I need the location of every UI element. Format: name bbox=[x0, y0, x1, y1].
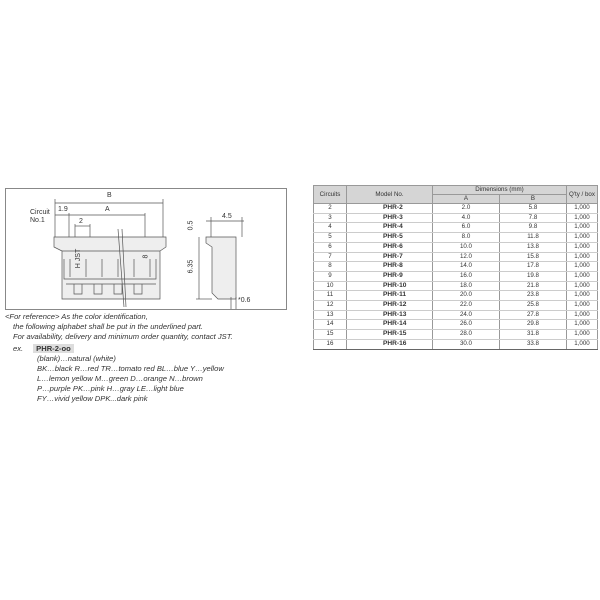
cell-circuits: 8 bbox=[314, 262, 347, 272]
cell-qty: 1,000 bbox=[567, 213, 598, 223]
cell-a: 24.0 bbox=[433, 310, 500, 320]
cell-a: 8.0 bbox=[433, 233, 500, 243]
circuit-label: Circuit bbox=[30, 209, 50, 216]
dim-6-35-label: 6.35 bbox=[187, 259, 195, 274]
cell-circuits: 5 bbox=[314, 233, 347, 243]
table-row bbox=[314, 301, 598, 311]
cell-model: PHR-11 bbox=[347, 291, 433, 301]
table-row bbox=[314, 310, 598, 320]
cell-b: 19.8 bbox=[499, 271, 566, 281]
cell-model: PHR-5 bbox=[347, 233, 433, 243]
cell-a: 12.0 bbox=[433, 252, 500, 262]
cell-circuits: 11 bbox=[314, 291, 347, 301]
reference-line-2: the following alphabet shall be put in the underlined part. bbox=[13, 322, 203, 331]
reference-line-3: For availability, delivery and minimum order quantity, contact JST. bbox=[13, 332, 233, 341]
table-row bbox=[314, 339, 598, 349]
cell-b: 29.8 bbox=[499, 320, 566, 330]
cell-b: 15.8 bbox=[499, 252, 566, 262]
cell-a: 2.0 bbox=[433, 204, 500, 214]
cell-model: PHR-9 bbox=[347, 271, 433, 281]
cell-a: 10.0 bbox=[433, 242, 500, 252]
cell-circuits: 7 bbox=[314, 252, 347, 262]
dim-4-5-label: 4.5 bbox=[222, 213, 232, 220]
dim-a-label: A bbox=[105, 206, 110, 213]
cell-b: 31.8 bbox=[499, 330, 566, 340]
circuit-no1-label: No.1 bbox=[30, 217, 45, 224]
cell-qty: 1,000 bbox=[567, 310, 598, 320]
cell-model: PHR-8 bbox=[347, 262, 433, 272]
cell-circuits: 6 bbox=[314, 242, 347, 252]
cell-qty: 1,000 bbox=[567, 320, 598, 330]
cell-a: 26.0 bbox=[433, 320, 500, 330]
dim-2-label: 2 bbox=[79, 218, 83, 225]
cell-qty: 1,000 bbox=[567, 242, 598, 252]
table-row bbox=[314, 330, 598, 340]
cell-model: PHR-3 bbox=[347, 213, 433, 223]
cell-circuits: 16 bbox=[314, 339, 347, 349]
cell-circuits: 12 bbox=[314, 301, 347, 311]
dim-b-label: B bbox=[107, 192, 112, 199]
cell-circuits: 13 bbox=[314, 310, 347, 320]
color-code-line: L…lemon yellow M…green D…orange N…brown bbox=[37, 374, 203, 383]
cell-circuits: 9 bbox=[314, 271, 347, 281]
cell-model: PHR-16 bbox=[347, 339, 433, 349]
cell-a: 6.0 bbox=[433, 223, 500, 233]
cell-qty: 1,000 bbox=[567, 301, 598, 311]
dimensions-table bbox=[313, 185, 598, 350]
reference-line: <For reference> As the color identification, bbox=[5, 312, 148, 321]
table-row bbox=[314, 223, 598, 233]
cell-b: 33.8 bbox=[499, 339, 566, 349]
header-dimensions: Dimensions (mm) bbox=[433, 186, 567, 195]
cell-b: 9.8 bbox=[499, 223, 566, 233]
cell-circuits: 4 bbox=[314, 223, 347, 233]
cell-model: PHR-14 bbox=[347, 320, 433, 330]
cell-b: 21.8 bbox=[499, 281, 566, 291]
cell-circuits: 15 bbox=[314, 330, 347, 340]
cell-b: 7.8 bbox=[499, 213, 566, 223]
color-code-line: (blank)…natural (white) bbox=[37, 354, 116, 363]
example-line bbox=[5, 344, 300, 354]
example-label: ex. bbox=[13, 344, 24, 353]
header-a: A bbox=[433, 195, 500, 204]
table-row bbox=[314, 291, 598, 301]
cell-circuits: 2 bbox=[314, 204, 347, 214]
dim-1-9-label: 1.9 bbox=[58, 206, 68, 213]
table-row bbox=[314, 320, 598, 330]
table-row bbox=[314, 252, 598, 262]
example-model: PHR-2-oo bbox=[33, 344, 74, 353]
cell-circuits: 10 bbox=[314, 281, 347, 291]
cell-b: 17.8 bbox=[499, 262, 566, 272]
cell-model: PHR-7 bbox=[347, 252, 433, 262]
cell-a: 22.0 bbox=[433, 301, 500, 311]
header-b: B bbox=[499, 195, 566, 204]
color-reference-notes bbox=[5, 312, 300, 404]
cell-model: PHR-2 bbox=[347, 204, 433, 214]
table-row bbox=[314, 213, 598, 223]
table-row bbox=[314, 204, 598, 214]
cell-a: 18.0 bbox=[433, 281, 500, 291]
header-circuits: Circuits bbox=[314, 186, 347, 204]
table-row bbox=[314, 233, 598, 243]
h-jst-marking: H JST bbox=[75, 248, 83, 269]
cell-a: 14.0 bbox=[433, 262, 500, 272]
cell-model: PHR-6 bbox=[347, 242, 433, 252]
cell-model: PHR-15 bbox=[347, 330, 433, 340]
cell-circuits: 14 bbox=[314, 320, 347, 330]
cell-b: 13.8 bbox=[499, 242, 566, 252]
cell-a: 20.0 bbox=[433, 291, 500, 301]
dim-0-6-label: *0.6 bbox=[238, 297, 251, 304]
cell-qty: 1,000 bbox=[567, 281, 598, 291]
table-row bbox=[314, 281, 598, 291]
dim-0-5-label: 0.5 bbox=[187, 220, 195, 231]
color-code-list bbox=[5, 354, 300, 404]
cell-model: PHR-4 bbox=[347, 223, 433, 233]
cell-b: 27.8 bbox=[499, 310, 566, 320]
cell-a: 4.0 bbox=[433, 213, 500, 223]
header-model: Model No. bbox=[347, 186, 433, 204]
table-row bbox=[314, 242, 598, 252]
table-row bbox=[314, 262, 598, 272]
cell-b: 25.8 bbox=[499, 301, 566, 311]
cell-b: 23.8 bbox=[499, 291, 566, 301]
cell-a: 30.0 bbox=[433, 339, 500, 349]
cell-qty: 1,000 bbox=[567, 271, 598, 281]
cell-model: PHR-10 bbox=[347, 281, 433, 291]
cell-a: 16.0 bbox=[433, 271, 500, 281]
cell-qty: 1,000 bbox=[567, 291, 598, 301]
connector-drawing bbox=[5, 188, 287, 310]
cell-qty: 1,000 bbox=[567, 233, 598, 243]
cell-qty: 1,000 bbox=[567, 262, 598, 272]
cell-model: PHR-13 bbox=[347, 310, 433, 320]
cell-qty: 1,000 bbox=[567, 330, 598, 340]
cell-b: 11.8 bbox=[499, 233, 566, 243]
cell-qty: 1,000 bbox=[567, 204, 598, 214]
cell-qty: 1,000 bbox=[567, 252, 598, 262]
cell-model: PHR-12 bbox=[347, 301, 433, 311]
connector-outline bbox=[6, 189, 288, 311]
color-code-line: FY…vivid yellow DPK...dark pink bbox=[37, 394, 148, 403]
cell-b: 5.8 bbox=[499, 204, 566, 214]
color-code-line: P…purple PK…pink H…gray LE…light blue bbox=[37, 384, 184, 393]
cell-qty: 1,000 bbox=[567, 223, 598, 233]
table-row bbox=[314, 271, 598, 281]
cell-a: 28.0 bbox=[433, 330, 500, 340]
cell-circuits: 3 bbox=[314, 213, 347, 223]
color-code-line: BK…black R…red TR…tomato red BL…blue Y…yellow bbox=[37, 364, 224, 373]
header-qty: Q'ty / box bbox=[567, 186, 598, 204]
pin-8-marking: 8 bbox=[142, 254, 150, 259]
cell-qty: 1,000 bbox=[567, 339, 598, 349]
